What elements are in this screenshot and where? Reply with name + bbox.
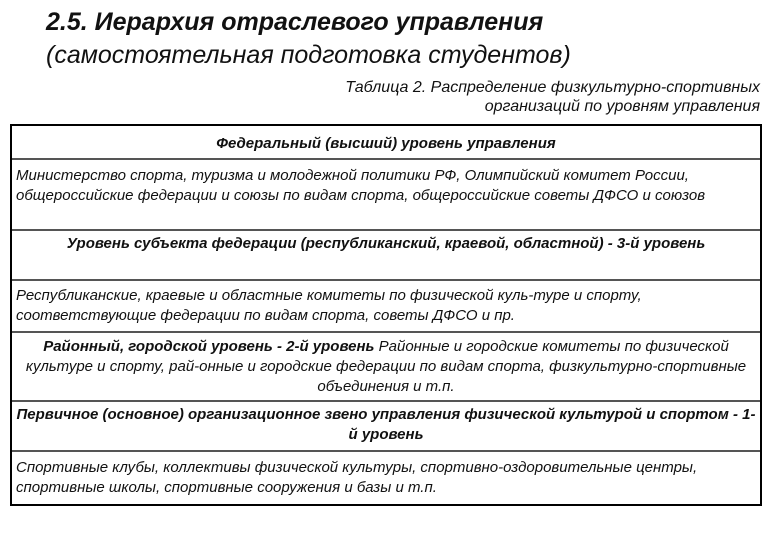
primary-level-heading: Первичное (основное) организационное звено управления физической культурой и спортом - 1-й уровень xyxy=(12,402,760,452)
title-line-2: (самостоятельная подготовка студентов) xyxy=(46,41,571,69)
federal-level-heading: Федеральный (высший) уровень управления xyxy=(12,126,760,160)
district-level-row xyxy=(12,333,760,402)
primary-level-organizations: Спортивные клубы, коллективы физической культуры, спортивно-оздоровительные центры, спортивные школы, спортивные сооружения и базы и т.п. xyxy=(16,459,698,496)
subject-level-organizations: Республиканские, краевые и областные комитеты по физической куль-туре и спорту, соответствующие федерации по видам спорта, советы ДФСО и пр. xyxy=(12,281,760,333)
hierarchy-table xyxy=(10,124,762,506)
subject-level-heading: Уровень субъекта федерации (республиканский, краевой, областной) - 3-й уровень xyxy=(12,231,760,281)
caption-line-1: Таблица 2. Распределение физкультурно-спортивных xyxy=(345,79,760,96)
caption-line-2: организаций по уровням управления xyxy=(484,98,760,115)
table-caption xyxy=(160,78,760,116)
district-level-organizations: Районные и городские комитеты по физической культуре и спорту, рай-онные и городские федерации по видам спорта, физкультурно-спортивные объединения и т.п. xyxy=(25,338,747,395)
page-title xyxy=(46,6,571,72)
federal-level-organizations: Министерство спорта, туризма и молодежной политики РФ, Олимпийский комитет России, общероссийские федерации и союзы по видам спорта, общероссийские советы ДФСО и союзов xyxy=(12,160,760,231)
title-line-1: 2.5. Иерархия отраслевого управления xyxy=(46,8,544,36)
district-level-heading: Районный, городской уровень - 2-й уровень xyxy=(43,338,375,355)
